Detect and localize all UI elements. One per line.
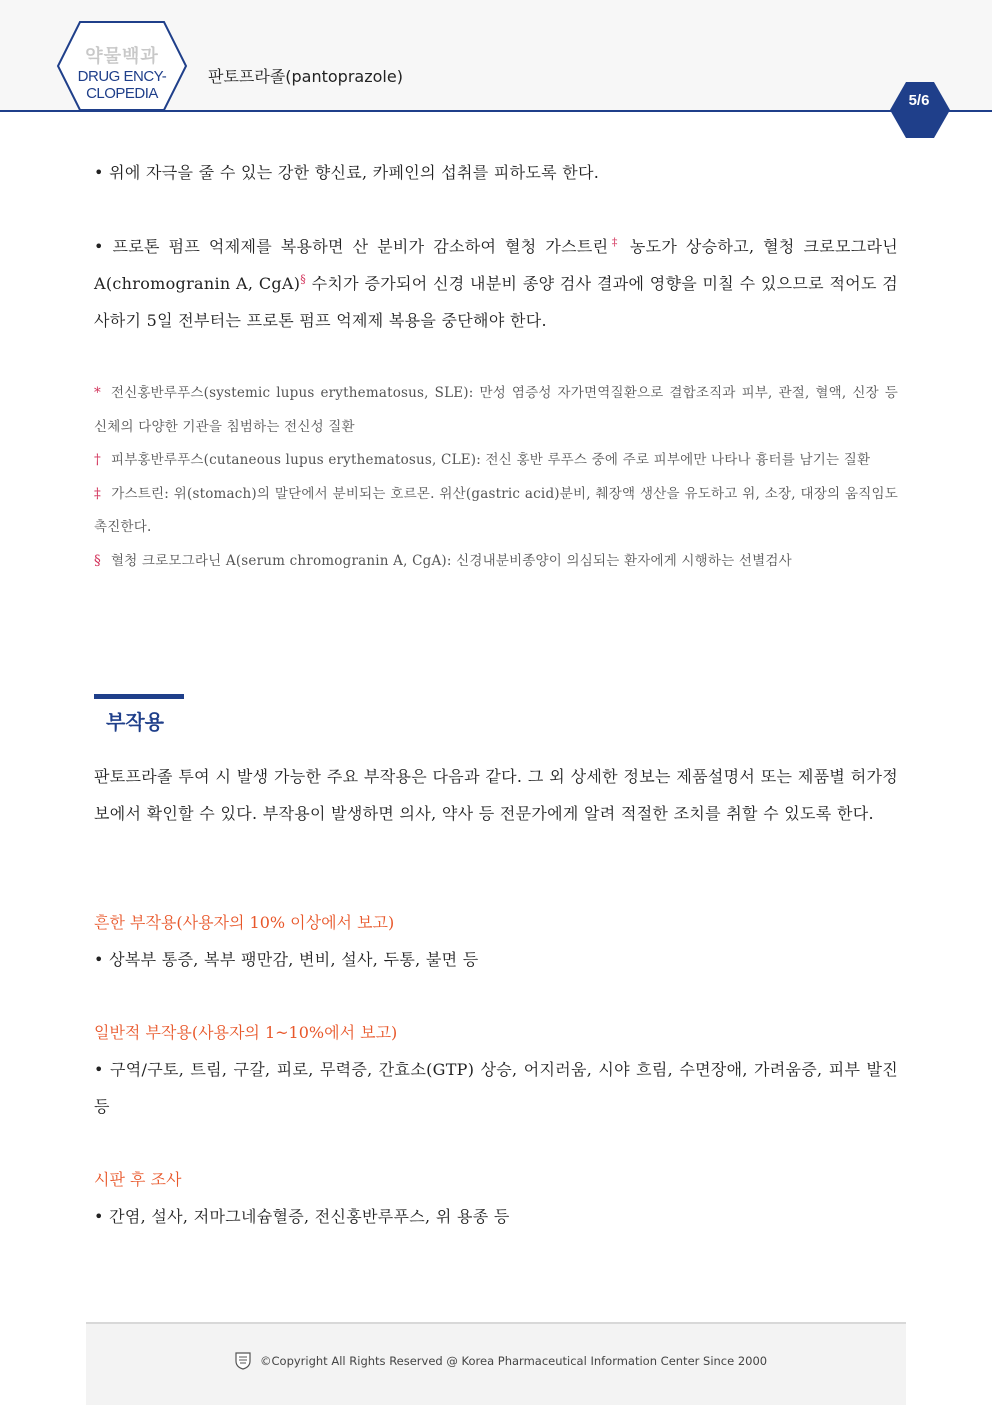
footnotes — [94, 377, 898, 578]
footnote-mark: § — [300, 272, 307, 286]
section-bar — [94, 694, 184, 699]
side-effect-group — [94, 1014, 898, 1125]
logo-korean: 약물백과 — [85, 46, 159, 67]
footnote: * 전신홍반루푸스(systemic lupus erythematosus, SLE): 만성 염증성 자가면역질환으로 결합조직과 피부, 관절, 혈액, 신장 등 신체의 다양한 기관을 침범하는 전신성 질환 — [94, 385, 898, 435]
copyright-text: ©Copyright All Rights Reserved @ Korea Pharmaceutical Information Center Since 2000 — [260, 1354, 768, 1368]
group-text: • 상복부 통증, 복부 팽만감, 변비, 설사, 두통, 불면 등 — [94, 950, 479, 969]
footnote-mark: ‡ — [608, 235, 622, 249]
page-number: 5/6 — [908, 92, 930, 109]
paragraph-2: • 프로톤 펌프 억제제를 복용하면 산 분비가 감소하여 혈청 가스트린‡ 농도가 상승하고, 혈청 크로모그라닌 A(chromogranin A, CgA)§ 수치가 증가되어 신경 내분비 종양 검사 결과에 영향을 미칠 수 있으므로 적어도 검사하기 5일 전부터는 프로톤 펌프 억제제 복용을 중단해야 한다. — [94, 235, 898, 330]
paragraph-1: • 위에 자극을 줄 수 있는 강한 향신료, 카페인의 섭취를 피하도록 한다. — [94, 163, 600, 182]
page-badge — [890, 82, 950, 138]
group-text: • 간염, 설사, 저마그네슘혈증, 전신홍반루푸스, 위 용종 등 — [94, 1207, 510, 1226]
group-heading: 시판 후 조사 — [94, 1170, 182, 1189]
shield-icon — [235, 1352, 251, 1370]
footnote: § 혈청 크로모그라닌 A(serum chromogranin A, CgA): 신경내분비종양이 의심되는 환자에게 시행하는 선별검사 — [94, 552, 792, 569]
logo-english: DRUG ENCY- CLOPEDIA — [77, 68, 167, 102]
intro-paragraph: 판토프라졸 투여 시 발생 가능한 주요 부작용은 다음과 같다. 그 외 상세한 정보는 제품설명서 또는 제품별 허가정보에서 확인할 수 있다. 부작용이 발생하면 의사, 약사 등 전문가에게 알려 적절한 조치를 취할 수 있도록 한다. — [94, 767, 898, 823]
document-title: 판토프라졸(pantoprazole) — [208, 67, 403, 86]
group-heading: 일반적 부작용(사용자의 1~10%에서 보고) — [94, 1023, 398, 1042]
group-heading: 흔한 부작용(사용자의 10% 이상에서 보고) — [94, 913, 395, 932]
section-intro — [94, 758, 898, 832]
group-text: • 구역/구토, 트림, 구갈, 피로, 무력증, 간효소(GTP) 상승, 어지러움, 시야 흐림, 수면장애, 가려움증, 피부 발진 등 — [94, 1060, 898, 1116]
footnote: † 피부홍반루푸스(cutaneous lupus erythematosus, CLE): 전신 홍반 루푸스 중에 주로 피부에만 나타나 흉터를 남기는 질환 — [94, 452, 871, 468]
side-effect-group — [94, 904, 898, 978]
body-text — [94, 154, 898, 191]
body-text-2 — [94, 228, 898, 339]
section-title: 부작용 — [106, 710, 164, 734]
side-effect-group — [94, 1161, 898, 1235]
footnote: ‡ 가스트린: 위(stomach)의 말단에서 분비되는 호르몬. 위산(gastric acid)분비, 췌장액 생산을 유도하고 위, 소장, 대장의 움직임도 촉진한다. — [94, 485, 898, 535]
